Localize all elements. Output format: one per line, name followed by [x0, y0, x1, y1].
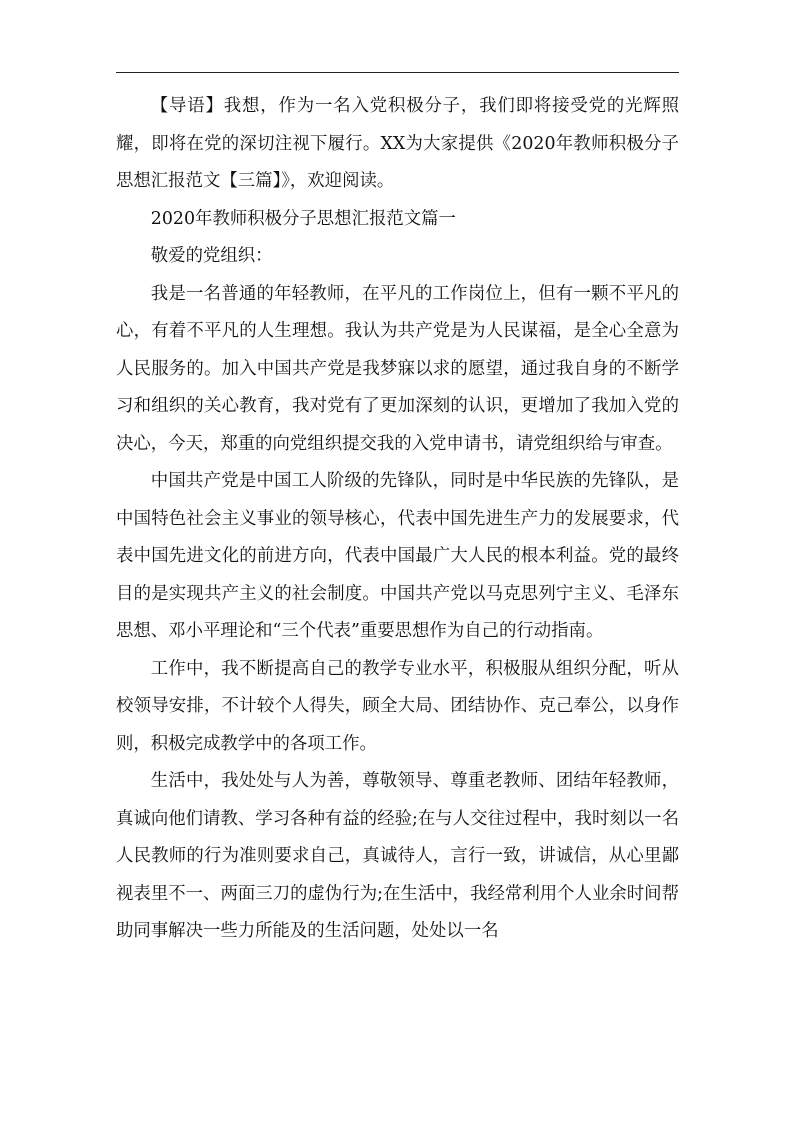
body-paragraph: 我是一名普通的年轻教师，在平凡的工作岗位上，但有一颗不平凡的心，有着不平凡的人生理想。我认为共产党是为人民谋福，是全心全意为人民服务的。加入中国共产党是我梦寐以求的愿望，通过我自身的不断学习和组织的关心教育，我对党有了更加深刻的认识，更增加了我加入党的决心，今天，郑重的向党组织提交我的入党申请书，请党组织给与审查。 — [116, 283, 679, 454]
intro-paragraph: 【导语】我想，作为一名入党积极分子，我们即将接受党的光辉照耀，即将在党的深切注视下履行。XX为大家提供《2020年教师积极分子思想汇报范文【三篇】》，欢迎阅读。 — [116, 96, 679, 191]
body-paragraph: 生活中，我处处与人为善，尊敬领导、尊重老教师、团结年轻教师，真诚向他们请教、学习各种有益的经验;在与人交往过程中，我时刻以一名人民教师的行为准则要求自己，真诚待人，言行一致，讲诚信，从心里鄙视表里不一、两面三刀的虚伪行为;在生活中，我经常利用个人业余时间帮助同事解决一些力所能及的生活问题，处处以一名 — [116, 771, 679, 941]
body-paragraph: 工作中，我不断提高自己的教学专业水平，积极服从组织分配，听从校领导安排，不计较个人得失，顾全大局、团结协作、克己奉公，以身作则，积极完成教学中的各项工作。 — [116, 658, 679, 754]
header-rule — [116, 72, 679, 73]
section-title: 2020年教师积极分子思想汇报范文篇一 — [150, 208, 456, 229]
body-paragraph: 中国共产党是中国工人阶级的先锋队，同时是中华民族的先锋队，是中国特色社会主义事业的领导核心，代表中国先进生产力的发展要求，代表中国先进文化的前进方向，代表中国最广大人民的根本利益。党的最终目的是实现共产主义的社会制度。中国共产党以马克思列宁主义、毛泽东思想、邓小平理论和“三个代表”重要思想作为自己的行动指南。 — [116, 471, 679, 641]
salutation: 敬爱的党组织： — [150, 246, 273, 266]
document-body — [116, 88, 679, 951]
